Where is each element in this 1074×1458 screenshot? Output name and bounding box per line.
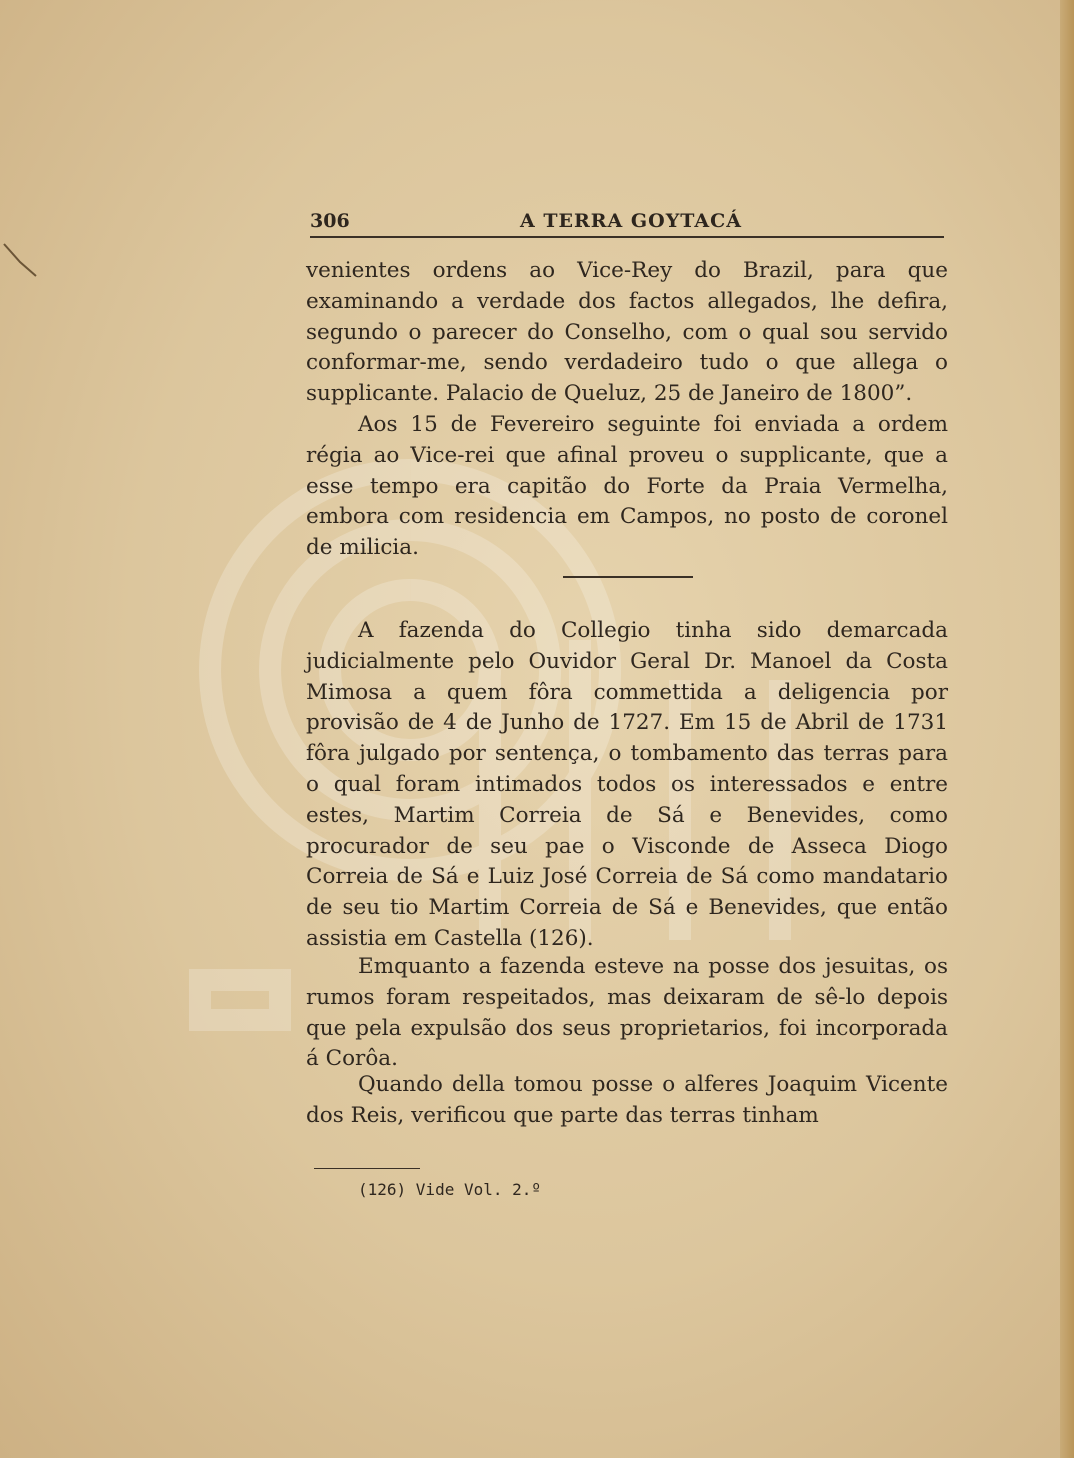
page-edge (1060, 0, 1074, 1458)
paragraph-3 (306, 616, 948, 955)
page-header (310, 208, 944, 238)
paragraph-text: A fazenda do Collegio tinha sido demarcada judicialmente pelo Ouvidor Geral Dr. Manoel da Costa Mimosa a quem fôra commettida a deligencia por provisão de 4 de Junho de 1727. Em 15 de Abril de 1731 fôra julgado por sentença, o tombamento das terras para o qual foram intimados todos os interessados e entre estes, Martim Correia de Sá e Benevides, como procurador de seu pae o Visconde de Asseca Diogo Correia de Sá e Luiz José Correia de Sá como mandatario de seu tio Martim Correia de Sá e Benevides, que então assistia em Castella (126). (306, 618, 948, 951)
paragraph-2 (306, 410, 948, 564)
footnote-divider (314, 1168, 420, 1169)
paragraph-1 (306, 256, 948, 410)
page-crease-mark (2, 240, 38, 280)
paragraph-text: venientes ordens ao Vice-Rey do Brazil, para que examinando a verdade dos factos allegados, lhe defira, segundo o parecer do Conselho, com o qual sou servido conformar-me, sendo verdadeiro tudo o que allega o supplicante. Palacio de Queluz, 25 de Janeiro de 1800”. (306, 258, 948, 407)
paragraph-text: Emquanto a fazenda esteve na posse dos jesuitas, os rumos foram respeitados, mas deixaram de sê-lo depois que pela expulsão dos seus proprietarios, foi incorporada á Corôa. (306, 954, 948, 1072)
section-divider (563, 576, 693, 578)
paragraph-text: Quando della tomou posse o alferes Joaquim Vicente dos Reis, verificou que parte das terras tinham (306, 1072, 948, 1128)
running-title: A TERRA GOYTACÁ (520, 210, 742, 232)
paragraph-4 (306, 952, 948, 1075)
footnote: (126) Vide Vol. 2.º (358, 1180, 542, 1199)
paragraph-text: Aos 15 de Fevereiro seguinte foi enviada a ordem régia ao Vice-rei que afinal proveu o supplicante, que a esse tempo era capitão do Forte da Praia Vermelha, embora com residencia em Campos, no posto de coronel de milicia. (306, 412, 948, 561)
paragraph-5 (306, 1070, 948, 1132)
page-number: 306 (310, 210, 350, 232)
